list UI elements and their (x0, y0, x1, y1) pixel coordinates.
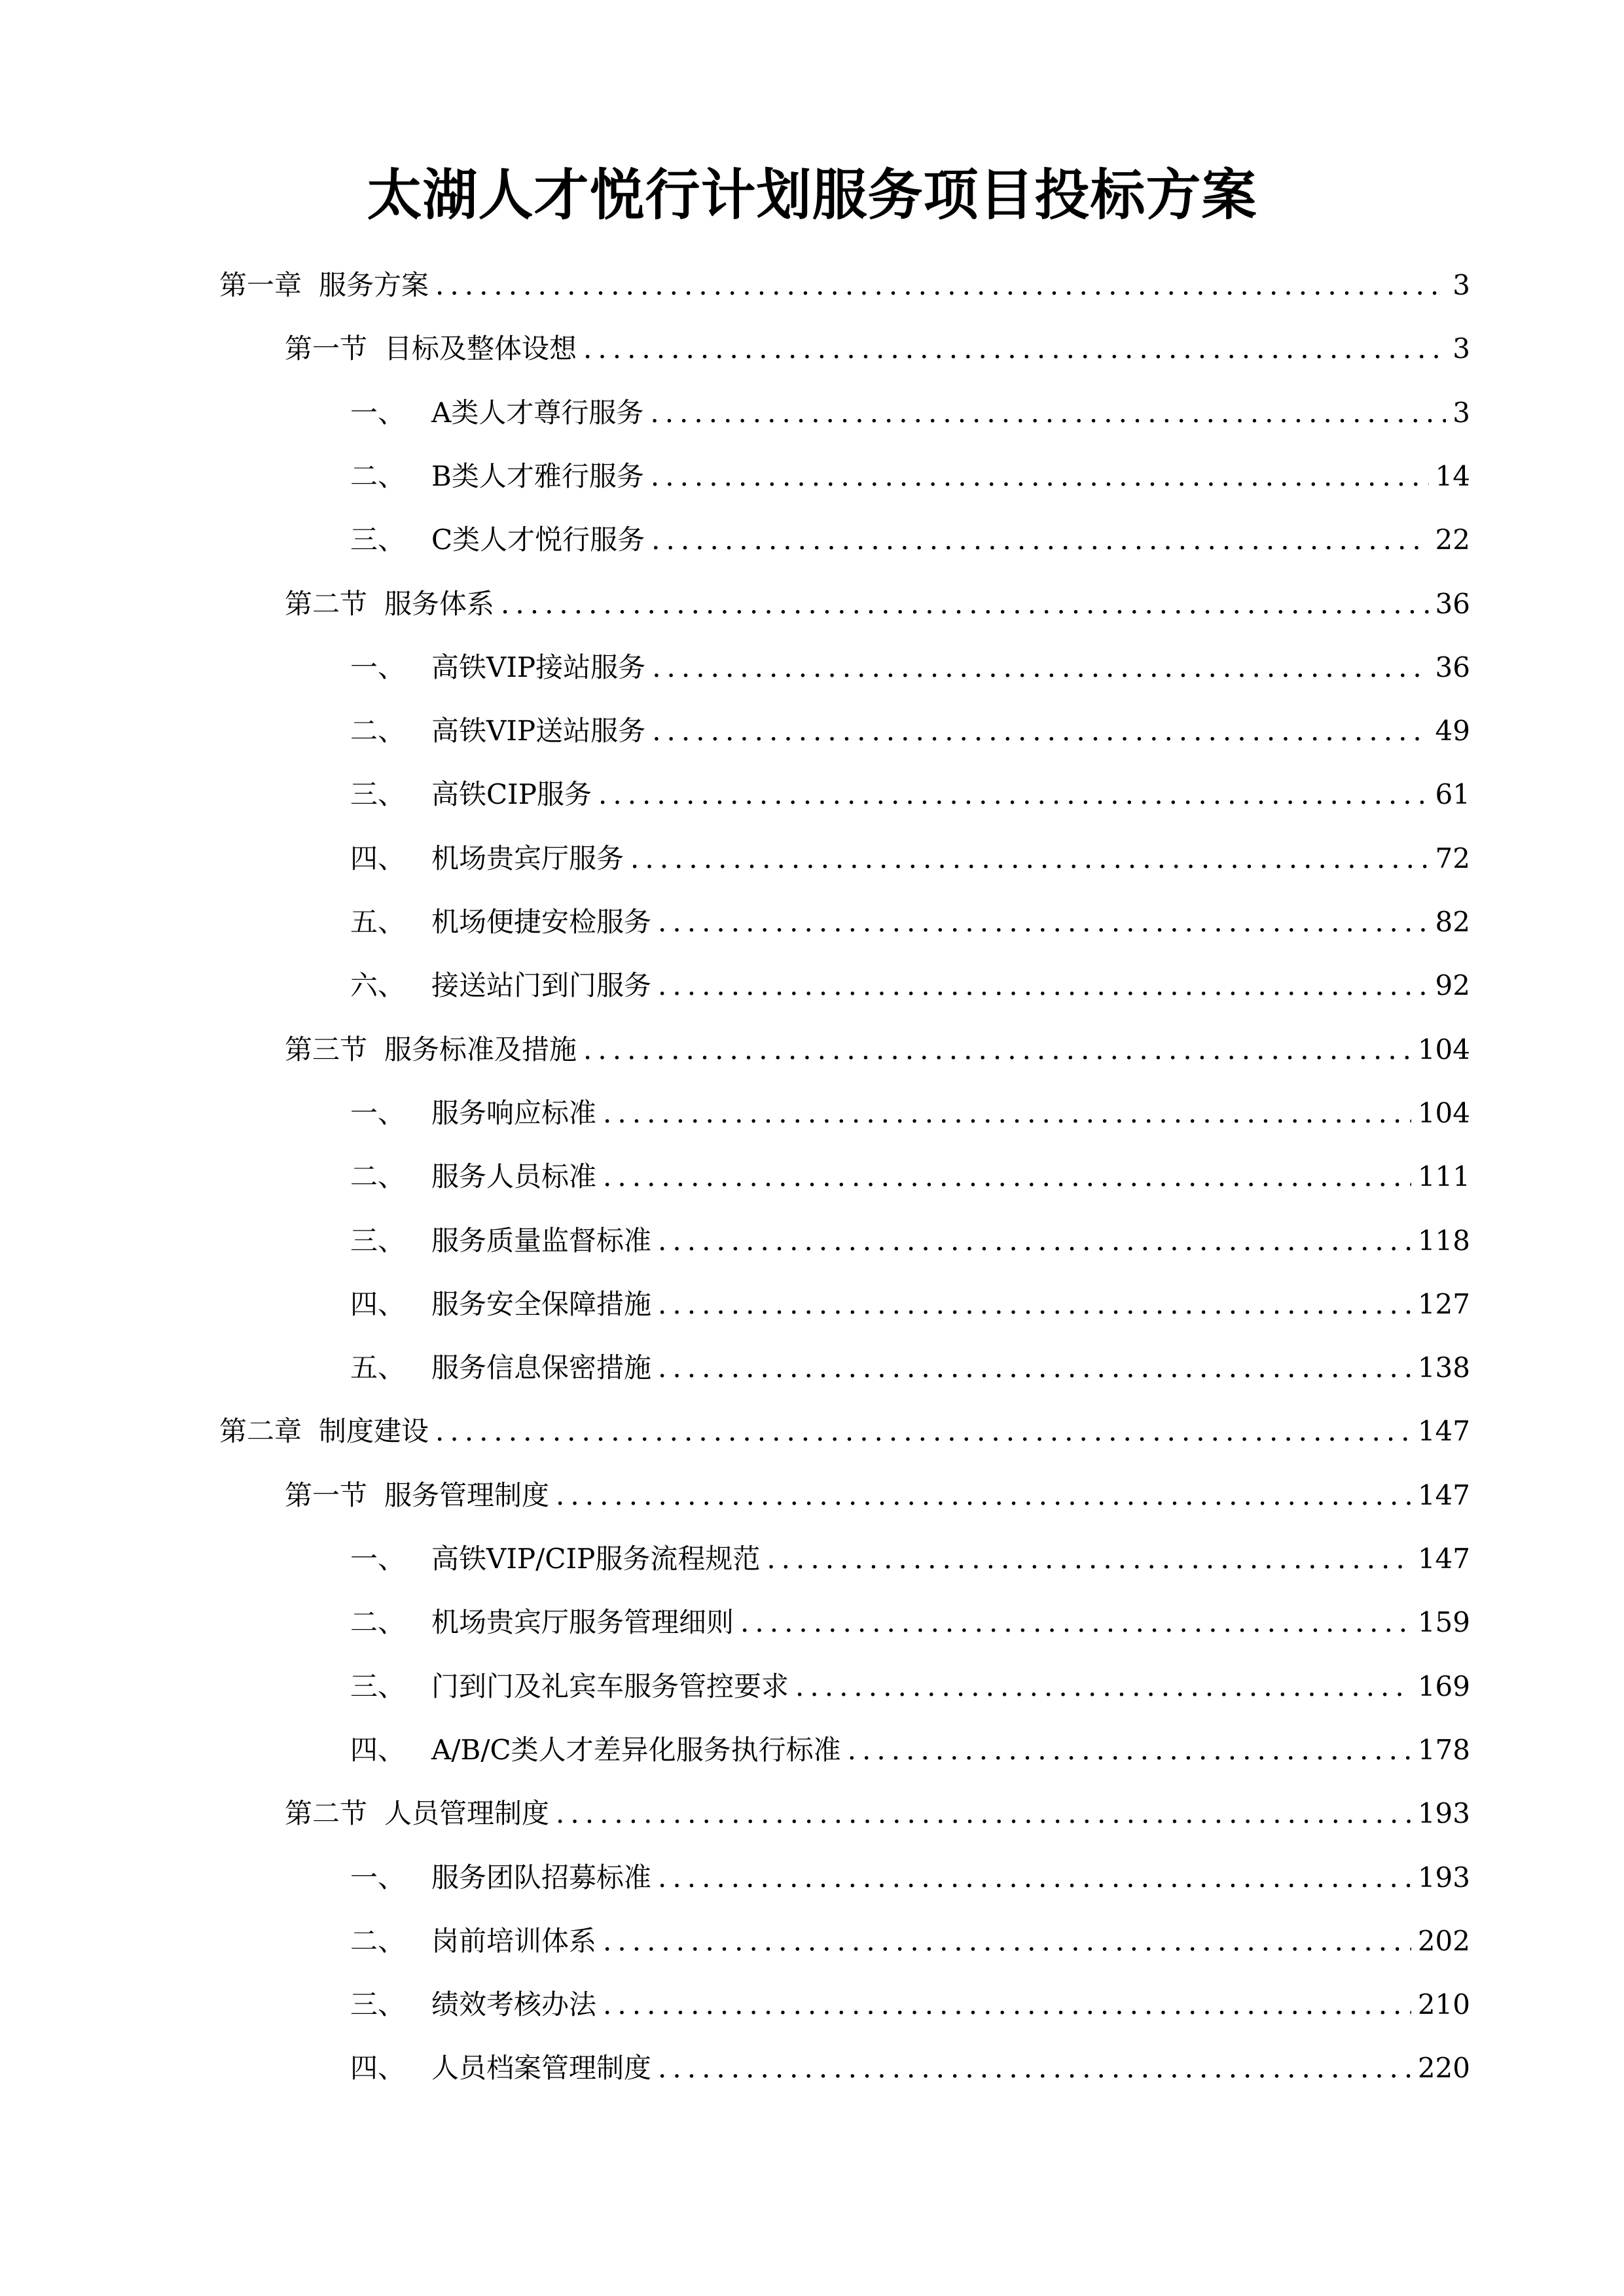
toc-entry-title: 服务质量监督标准 (431, 1225, 652, 1257)
toc-entry-title: 机场贵宾厅服务管理细则 (431, 1606, 734, 1638)
toc-entry-page-number: 147 (1417, 1415, 1470, 1447)
toc-entry-title: 绩效考核办法 (431, 1988, 597, 2020)
toc-dot-leader (658, 1217, 1411, 1265)
toc-entry-title: A/B/C类人才差异化服务执行标准 (431, 1734, 841, 1766)
toc-entry-title: 目标及整体设想 (384, 332, 577, 365)
toc-entry-page-number: 127 (1417, 1288, 1470, 1320)
toc-dot-leader (658, 1281, 1411, 1328)
toc-entry-number: 二、 (350, 1606, 406, 1638)
toc-entry-page-number: 202 (1417, 1925, 1470, 1957)
toc-entry[interactable] (350, 835, 1470, 882)
toc-entry[interactable] (350, 1217, 1470, 1265)
toc-entry[interactable] (350, 899, 1470, 946)
toc-entry[interactable] (350, 1344, 1470, 1391)
toc-entry-number: 第二节 (285, 588, 368, 620)
toc-entry-number: 三、 (350, 1988, 406, 2020)
toc-entry[interactable] (350, 1153, 1470, 1200)
toc-dot-leader (435, 1408, 1411, 1455)
toc-entry-page-number: 138 (1417, 1352, 1470, 1384)
toc-entry[interactable] (350, 1599, 1470, 1646)
toc-entry[interactable] (350, 771, 1470, 818)
toc-entry-page-number: 147 (1417, 1479, 1470, 1511)
toc-entry-page-number: 178 (1417, 1734, 1470, 1766)
toc-dot-leader (603, 1918, 1411, 1965)
toc-entry-number: 四、 (350, 1734, 406, 1766)
toc-dot-leader (501, 581, 1429, 628)
toc-entry-title: B类人才雅行服务 (431, 460, 644, 492)
toc-entry-number: 一、 (350, 1861, 406, 1893)
toc-entry-number: 三、 (350, 778, 406, 810)
toc-entry-number: 五、 (350, 1352, 406, 1384)
toc-dot-leader (848, 1727, 1411, 1774)
toc-dot-leader (556, 1472, 1411, 1519)
toc-entry-page-number: 111 (1417, 1160, 1470, 1193)
toc-entry[interactable] (285, 1472, 1470, 1519)
toc-entry-page-number: 159 (1417, 1606, 1470, 1638)
toc-entry[interactable] (350, 453, 1470, 500)
toc-entry[interactable] (219, 1408, 1470, 1455)
toc-entry[interactable] (350, 2045, 1470, 2092)
toc-entry[interactable] (350, 1727, 1470, 1774)
toc-dot-leader (658, 2045, 1411, 2092)
toc-entry-title: 服务团队招募标准 (431, 1861, 652, 1893)
toc-entry-number: 四、 (350, 2052, 406, 2084)
document-title: 太湖人才悦行计划服务项目投标方案 (367, 162, 1257, 227)
toc-entry-number: 一、 (350, 1097, 406, 1129)
toc-entry-page-number: 36 (1435, 588, 1470, 620)
toc-entry-title: 岗前培训体系 (431, 1925, 597, 1957)
toc-entry-page-number: 14 (1435, 460, 1470, 492)
toc-entry[interactable] (285, 1790, 1470, 1837)
toc-entry-number: 三、 (350, 1225, 406, 1257)
toc-dot-leader (603, 1981, 1411, 2028)
toc-entry-number: 第一节 (285, 332, 368, 365)
toc-entry-title: 机场贵宾厅服务 (431, 842, 624, 874)
toc-entry-page-number: 61 (1435, 778, 1470, 810)
toc-dot-leader (603, 1090, 1411, 1137)
toc-entry[interactable] (350, 389, 1470, 437)
toc-entry-title: C类人才悦行服务 (431, 524, 645, 556)
toc-entry-title: A类人才尊行服务 (431, 397, 644, 429)
toc-entry-title: 门到门及礼宾车服务管控要求 (431, 1670, 789, 1702)
toc-dot-leader (651, 453, 1429, 500)
toc-dot-leader (658, 962, 1429, 1009)
toc-entry-number: 五、 (350, 906, 406, 938)
toc-entry[interactable] (350, 1090, 1470, 1137)
toc-entry-title: 接送站门到门服务 (431, 969, 652, 1001)
toc-entry-page-number: 3 (1453, 269, 1470, 301)
toc-entry-title: 高铁VIP接站服务 (431, 651, 646, 683)
toc-entry-title: 制度建设 (319, 1415, 429, 1447)
toc-entry[interactable] (350, 644, 1470, 691)
toc-entry-number: 六、 (350, 969, 406, 1001)
toc-entry-number: 二、 (350, 460, 406, 492)
toc-entry-title: 服务方案 (319, 269, 429, 301)
toc-entry-page-number: 147 (1417, 1543, 1470, 1575)
toc-entry[interactable] (285, 581, 1470, 628)
toc-entry-page-number: 92 (1435, 969, 1470, 1001)
toc-dot-leader (583, 1026, 1411, 1073)
toc-dot-leader (603, 1153, 1411, 1200)
toc-entry-title: 高铁CIP服务 (431, 778, 592, 810)
toc-entry-number: 一、 (350, 1543, 406, 1575)
toc-entry-number: 三、 (350, 524, 406, 556)
toc-dot-leader (598, 771, 1429, 818)
toc-entry-page-number: 3 (1453, 397, 1470, 429)
toc-entry[interactable] (350, 516, 1470, 564)
toc-entry-page-number: 193 (1417, 1861, 1470, 1893)
toc-dot-leader (583, 325, 1446, 372)
toc-entry-page-number: 210 (1417, 1988, 1470, 2020)
toc-dot-leader (650, 389, 1446, 437)
toc-entry-number: 第三节 (285, 1033, 368, 1066)
toc-entry-number: 三、 (350, 1670, 406, 1702)
toc-entry[interactable] (350, 1854, 1470, 1901)
toc-dot-leader (652, 708, 1428, 755)
toc-entry-page-number: 169 (1417, 1670, 1470, 1702)
toc-entry-number: 一、 (350, 651, 406, 683)
toc-entry[interactable] (350, 1281, 1470, 1328)
toc-entry-page-number: 104 (1417, 1033, 1470, 1066)
toc-entry-page-number: 82 (1435, 906, 1470, 938)
toc-dot-leader (658, 1854, 1411, 1901)
toc-entry-title: 服务管理制度 (384, 1479, 550, 1511)
toc-entry-number: 二、 (350, 715, 406, 747)
toc-entry-title: 高铁VIP送站服务 (431, 715, 646, 747)
toc-dot-leader (556, 1790, 1411, 1837)
toc-dot-leader (658, 899, 1429, 946)
toc-entry-page-number: 49 (1435, 715, 1470, 747)
toc-entry-number: 四、 (350, 842, 406, 874)
toc-entry[interactable] (285, 325, 1470, 372)
toc-entry-number: 第二章 (219, 1415, 302, 1447)
toc-entry-title: 服务体系 (384, 588, 495, 620)
toc-entry-number: 四、 (350, 1288, 406, 1320)
toc-entry-number: 第一节 (285, 1479, 368, 1511)
toc-dot-leader (795, 1663, 1411, 1710)
toc-entry-page-number: 72 (1435, 842, 1470, 874)
toc-entry-number: 一、 (350, 397, 406, 429)
toc-entry[interactable] (350, 708, 1470, 755)
toc-entry-title: 人员管理制度 (384, 1797, 550, 1829)
toc-entry[interactable] (350, 1918, 1470, 1965)
toc-entry[interactable] (350, 1535, 1470, 1583)
toc-entry-title: 机场便捷安检服务 (431, 906, 652, 938)
toc-entry-number: 二、 (350, 1925, 406, 1957)
toc-entry-number: 第一章 (219, 269, 302, 301)
toc-entry-page-number: 22 (1435, 524, 1470, 556)
toc-entry-title: 高铁VIP/CIP服务流程规范 (431, 1543, 761, 1575)
toc-entry-page-number: 104 (1417, 1097, 1470, 1129)
toc-dot-leader (435, 262, 1446, 309)
toc-entry-title: 服务标准及措施 (384, 1033, 577, 1066)
toc-dot-leader (651, 516, 1428, 564)
toc-entry-page-number: 193 (1417, 1797, 1470, 1829)
toc-entry-title: 服务人员标准 (431, 1160, 597, 1193)
toc-dot-leader (767, 1535, 1411, 1583)
toc-entry-page-number: 118 (1417, 1225, 1470, 1257)
toc-dot-leader (652, 644, 1428, 691)
toc-entry-title: 人员档案管理制度 (431, 2052, 652, 2084)
toc-entry-page-number: 220 (1417, 2052, 1470, 2084)
toc-dot-leader (630, 835, 1429, 882)
toc-entry[interactable] (219, 262, 1470, 309)
toc-entry-page-number: 3 (1453, 332, 1470, 365)
toc-entry-title: 服务信息保密措施 (431, 1352, 652, 1384)
toc-entry[interactable] (350, 962, 1470, 1009)
toc-entry-title: 服务响应标准 (431, 1097, 597, 1129)
toc-entry-title: 服务安全保障措施 (431, 1288, 652, 1320)
toc-entry[interactable] (285, 1026, 1470, 1073)
toc-dot-leader (658, 1344, 1411, 1391)
toc-entry[interactable] (350, 1981, 1470, 2028)
toc-entry[interactable] (350, 1663, 1470, 1710)
toc-entry-number: 第二节 (285, 1797, 368, 1829)
toc-entry-page-number: 36 (1435, 651, 1470, 683)
toc-dot-leader (740, 1599, 1411, 1646)
toc-entry-number: 二、 (350, 1160, 406, 1193)
